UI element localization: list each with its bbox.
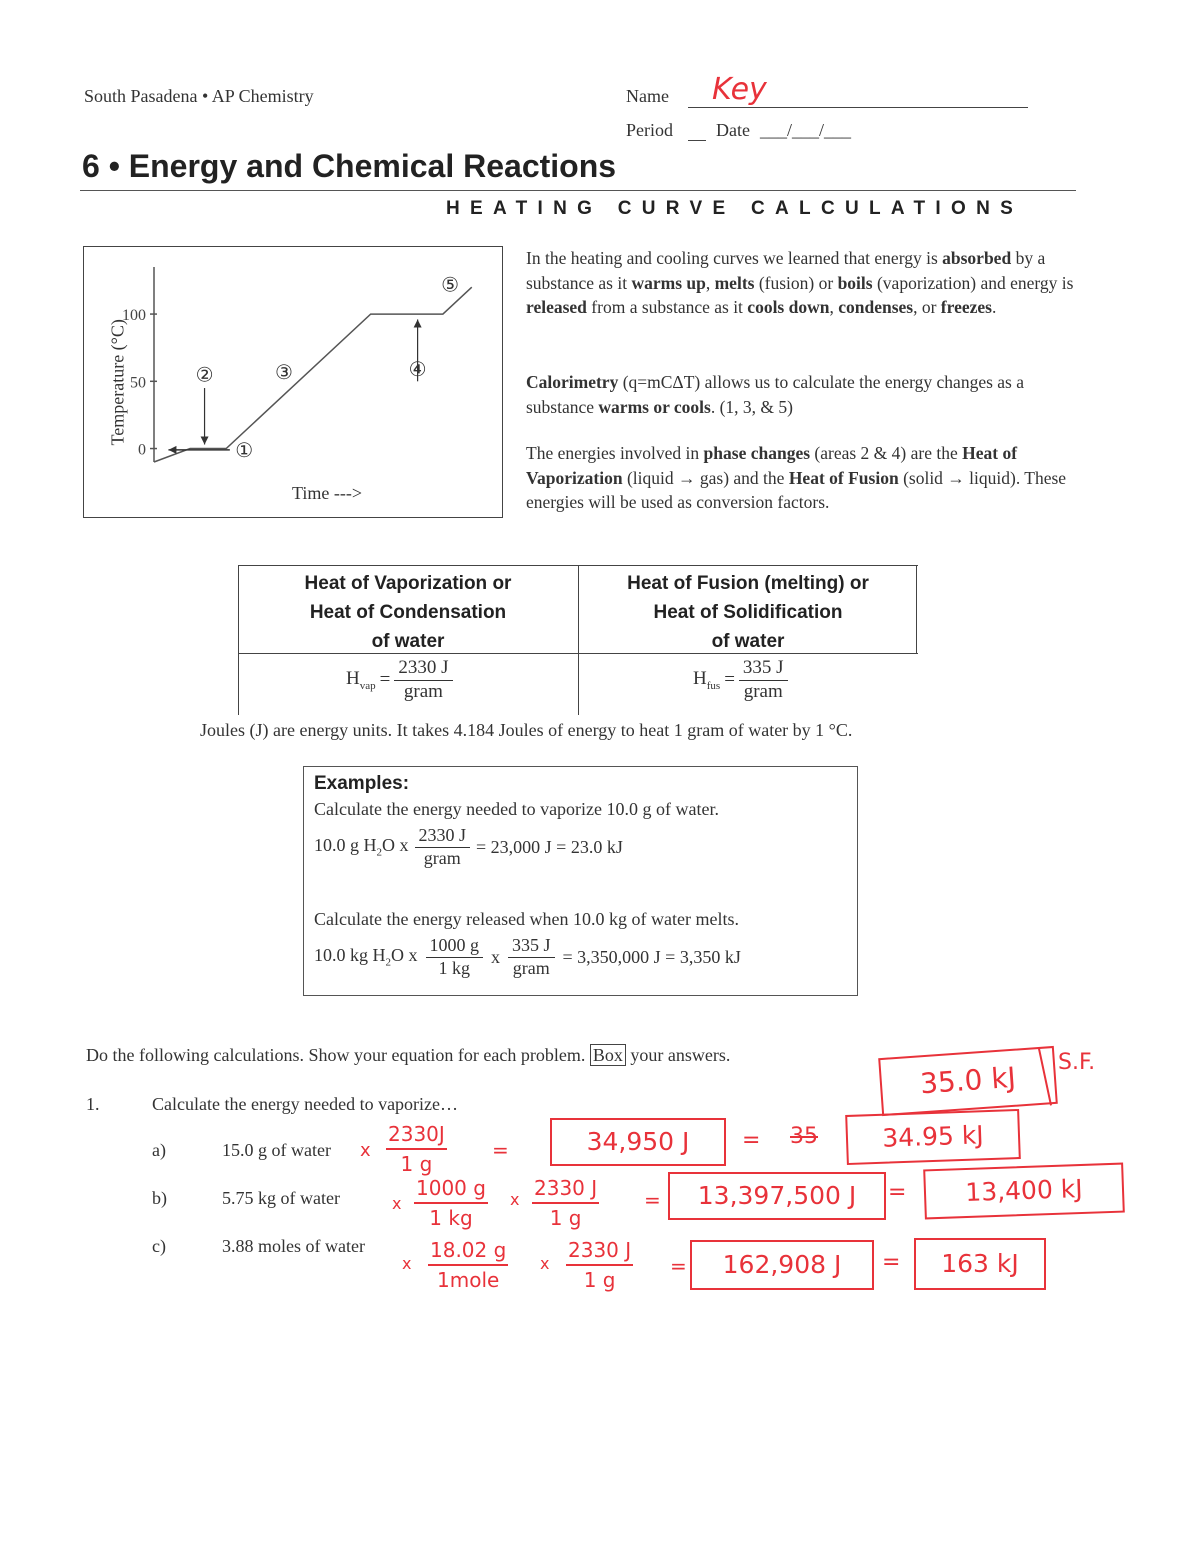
hw-a-fraction: [386, 1120, 447, 1178]
problem-1b-label: b): [152, 1188, 167, 1208]
period-label: Period: [626, 120, 673, 140]
eq-text: O x: [391, 945, 418, 966]
equals-sign: =: [379, 669, 391, 691]
y-tick-label: 100: [122, 307, 146, 325]
eq-subscript: 2: [385, 956, 391, 969]
intro-paragraph-1: [526, 246, 1078, 320]
equals-sign: =: [724, 669, 735, 691]
hw-numerator: 1000 g: [414, 1174, 488, 1204]
hw-numerator: 2330 J: [532, 1174, 599, 1204]
region-label-4: ④: [408, 357, 427, 382]
y-axis-label: Temperature (°C): [107, 319, 128, 446]
course-label: South Pasadena • AP Chemistry: [84, 86, 314, 106]
hfus-formula: [693, 657, 788, 704]
hfus-numerator: 335 J: [739, 657, 788, 681]
hw-struck-value: 35: [790, 1124, 818, 1149]
handwritten-final-answer: 35.0 kJ: [878, 1046, 1058, 1116]
eq-text: O x: [382, 835, 409, 856]
hfus-header-line: of water: [711, 631, 785, 652]
problem-1-number: 1.: [86, 1094, 100, 1114]
times-sign: x: [491, 946, 500, 967]
hfus-symbol: [693, 668, 720, 692]
problem-1-prompt: Calculate the energy needed to vaporize…: [152, 1094, 459, 1114]
hfus-fraction: [739, 657, 788, 704]
region-label-3: ③: [275, 359, 293, 384]
intro-text: The energies involved in: [526, 443, 704, 463]
hvap-fraction: [394, 657, 452, 704]
hw-numerator: 2330J: [386, 1120, 447, 1150]
region-4-arrowhead: [414, 319, 422, 327]
intro-text: . (1, 3, & 5): [710, 396, 794, 417]
symbol-h: H: [346, 668, 360, 690]
intro-text: .: [991, 297, 997, 317]
example-2-fraction-2: [508, 935, 555, 979]
problem-1c-text: 3.88 moles of water: [222, 1236, 365, 1256]
date-blank[interactable]: ___/___/___: [760, 120, 852, 140]
x-axis-label: Time --->: [292, 483, 362, 503]
intro-paragraph-3: [526, 441, 1078, 515]
intro-bold: condenses: [838, 297, 914, 317]
intro-text: by a substance as it: [526, 248, 1046, 293]
period-line[interactable]: [688, 140, 706, 141]
hvap-header-line: Heat of Vaporization or: [304, 573, 512, 594]
eq-subscript: 2: [376, 846, 382, 859]
region-label-2: ②: [195, 362, 214, 387]
example-1-equation: [314, 825, 623, 869]
instructions-text: your answers.: [630, 1045, 731, 1065]
eq-text: 10.0 g H: [314, 835, 377, 856]
fraction-denominator: gram: [423, 847, 461, 868]
instructions-text: Do the following calculations. Show your equation for each problem.: [86, 1045, 586, 1065]
intro-bold: melts: [714, 272, 755, 293]
intro-text: In the heating and cooling curves we learned that energy is: [526, 248, 943, 268]
date-label: Date: [716, 120, 750, 140]
hfus-header-line: Heat of Fusion (melting) or: [627, 573, 869, 594]
hvap-header-line: of water: [371, 631, 445, 652]
hvap-numerator: 2330 J: [394, 657, 452, 681]
hw-equals: =: [882, 1250, 901, 1275]
intro-text: ,: [829, 297, 839, 317]
example-2-result: = 3,350,000 J = 3,350 kJ: [562, 946, 741, 967]
hw-equals: =: [644, 1188, 661, 1212]
hw-b-fraction-1: [414, 1174, 488, 1232]
name-handwritten: Key: [712, 72, 767, 107]
intro-bold: phase changes: [703, 443, 811, 463]
symbol-h: H: [693, 668, 707, 690]
problem-1a-text: 15.0 g of water: [222, 1140, 331, 1160]
hw-times: x: [392, 1194, 402, 1213]
example-2-fraction-1: [426, 935, 484, 979]
hw-times: x: [402, 1254, 412, 1273]
title-rule: [80, 190, 1076, 191]
hw-denominator: 1 kg: [429, 1206, 473, 1230]
hw-times: x: [510, 1190, 520, 1209]
box-word: Box: [590, 1044, 626, 1066]
hfus-header: [578, 569, 918, 656]
hw-numerator: 2330 J: [566, 1236, 633, 1266]
hw-b-fraction-2: [532, 1174, 599, 1232]
heat-constants-table: [238, 565, 918, 715]
example-2-question: Calculate the energy released when 10.0 kg of water melts.: [314, 909, 740, 929]
examples-heading: Examples:: [314, 773, 410, 794]
hw-equals: =: [742, 1128, 761, 1153]
hvap-denominator: gram: [403, 680, 443, 702]
region-2-arrowhead: [201, 437, 209, 445]
heating-curve-svg: [84, 247, 502, 517]
hw-a-kj-box: 34.95 kJ: [845, 1109, 1021, 1165]
hvap-formula: [346, 657, 453, 704]
hw-denominator: 1mole: [437, 1268, 500, 1292]
hw-b-kj-box: 13,400 kJ: [923, 1163, 1125, 1220]
hw-equals: =: [492, 1138, 509, 1162]
examples-box: [303, 766, 858, 996]
intro-bold: boils: [837, 272, 873, 293]
y-tick-label: 0: [138, 441, 146, 459]
heating-curve-chart: [83, 246, 503, 518]
intro-text: , or: [913, 297, 941, 317]
hw-times: x: [540, 1254, 550, 1273]
intro-text: (fusion) or: [754, 272, 838, 293]
eq-text: 10.0 kg H: [314, 945, 386, 966]
intro-bold: warms or cools: [598, 396, 711, 417]
fraction-denominator: gram: [512, 957, 550, 978]
page-title: 6 • Energy and Chemical Reactions: [82, 148, 617, 184]
intro-bold: Calorimetry: [526, 372, 619, 392]
hw-c-fraction-2: [566, 1236, 633, 1294]
example-1-question: Calculate the energy needed to vaporize 10.0 g of water.: [314, 799, 720, 819]
intro-text: (liquid → gas) and the: [622, 467, 789, 488]
hw-denominator: 1 g: [400, 1152, 433, 1176]
example-2-start: [314, 945, 418, 969]
handwritten-sf-note: S.F.: [1058, 1050, 1096, 1075]
intro-text: ,: [705, 272, 715, 293]
hvap-symbol: [346, 668, 376, 692]
hw-numerator: 18.02 g: [428, 1236, 508, 1266]
hw-c-fraction-1: [428, 1236, 508, 1294]
hw-c-joules-box: 162,908 J: [690, 1240, 874, 1290]
hvap-header-line: Heat of Condensation: [309, 602, 507, 623]
symbol-subscript: fus: [706, 680, 721, 693]
hw-b-joules-box: 13,397,500 J: [668, 1172, 886, 1220]
intro-bold: released: [526, 297, 587, 317]
hvap-header: [238, 569, 578, 656]
intro-bold: freezes: [940, 297, 992, 317]
intro-text: (vaporization) and energy is: [872, 272, 1074, 293]
hw-equals: =: [888, 1180, 907, 1205]
hfus-header-line: Heat of Solidification: [653, 602, 843, 623]
intro-text: (areas 2 & 4) are the: [810, 443, 963, 463]
intro-bold: Heat of Vaporization: [526, 443, 1018, 488]
y-tick-label: 50: [130, 374, 146, 392]
fraction-numerator: 1000 g: [426, 935, 484, 958]
problem-1a-label: a): [152, 1140, 166, 1160]
intro-bold: warms up: [631, 272, 706, 293]
intro-paragraph-2: [526, 370, 1078, 419]
joules-note: Joules (J) are energy units. It takes 4.184 Joules of energy to heat 1 gram of water by 1 °C.: [200, 720, 853, 740]
fraction-numerator: 2330 J: [415, 825, 471, 848]
intro-bold: cools down: [747, 297, 830, 317]
problem-1b-text: 5.75 kg of water: [222, 1188, 340, 1208]
example-2-equation: [314, 935, 741, 979]
intro-bold: absorbed: [942, 248, 1012, 268]
cooling-arrowhead: [168, 446, 176, 454]
region-label-1: ①: [235, 437, 254, 462]
fraction-numerator: 335 J: [508, 935, 555, 958]
example-1-start: [314, 835, 409, 859]
name-label: Name: [626, 86, 669, 106]
symbol-subscript: vap: [359, 680, 376, 693]
intro-bold: Heat of Fusion: [788, 467, 899, 488]
name-line[interactable]: [688, 107, 1028, 108]
hw-equals: =: [670, 1254, 687, 1278]
fraction-denominator: 1 kg: [438, 957, 470, 978]
instructions: [86, 1045, 730, 1066]
hw-a-joules-box: 34,950 J: [550, 1118, 726, 1166]
problem-1c-label: c): [152, 1236, 166, 1256]
intro-text: (q=mCΔT) allows us to calculate the energy changes as a substance: [526, 372, 1024, 417]
intro-text: (solid → liquid). These energies will be used as conversion factors.: [526, 467, 1067, 512]
example-1-result: = 23,000 J = 23.0 kJ: [476, 836, 623, 857]
page-subtitle: HEATING CURVE CALCULATIONS: [446, 198, 1024, 219]
hfus-denominator: gram: [743, 680, 783, 702]
hw-times: x: [360, 1140, 371, 1161]
hw-c-kj-box: 163 kJ: [914, 1238, 1046, 1290]
hw-denominator: 1 g: [549, 1206, 582, 1230]
hw-denominator: 1 g: [583, 1268, 616, 1292]
example-1-fraction: [415, 825, 471, 869]
region-label-5: ⑤: [441, 272, 460, 297]
intro-text: from a substance as it: [586, 297, 748, 317]
